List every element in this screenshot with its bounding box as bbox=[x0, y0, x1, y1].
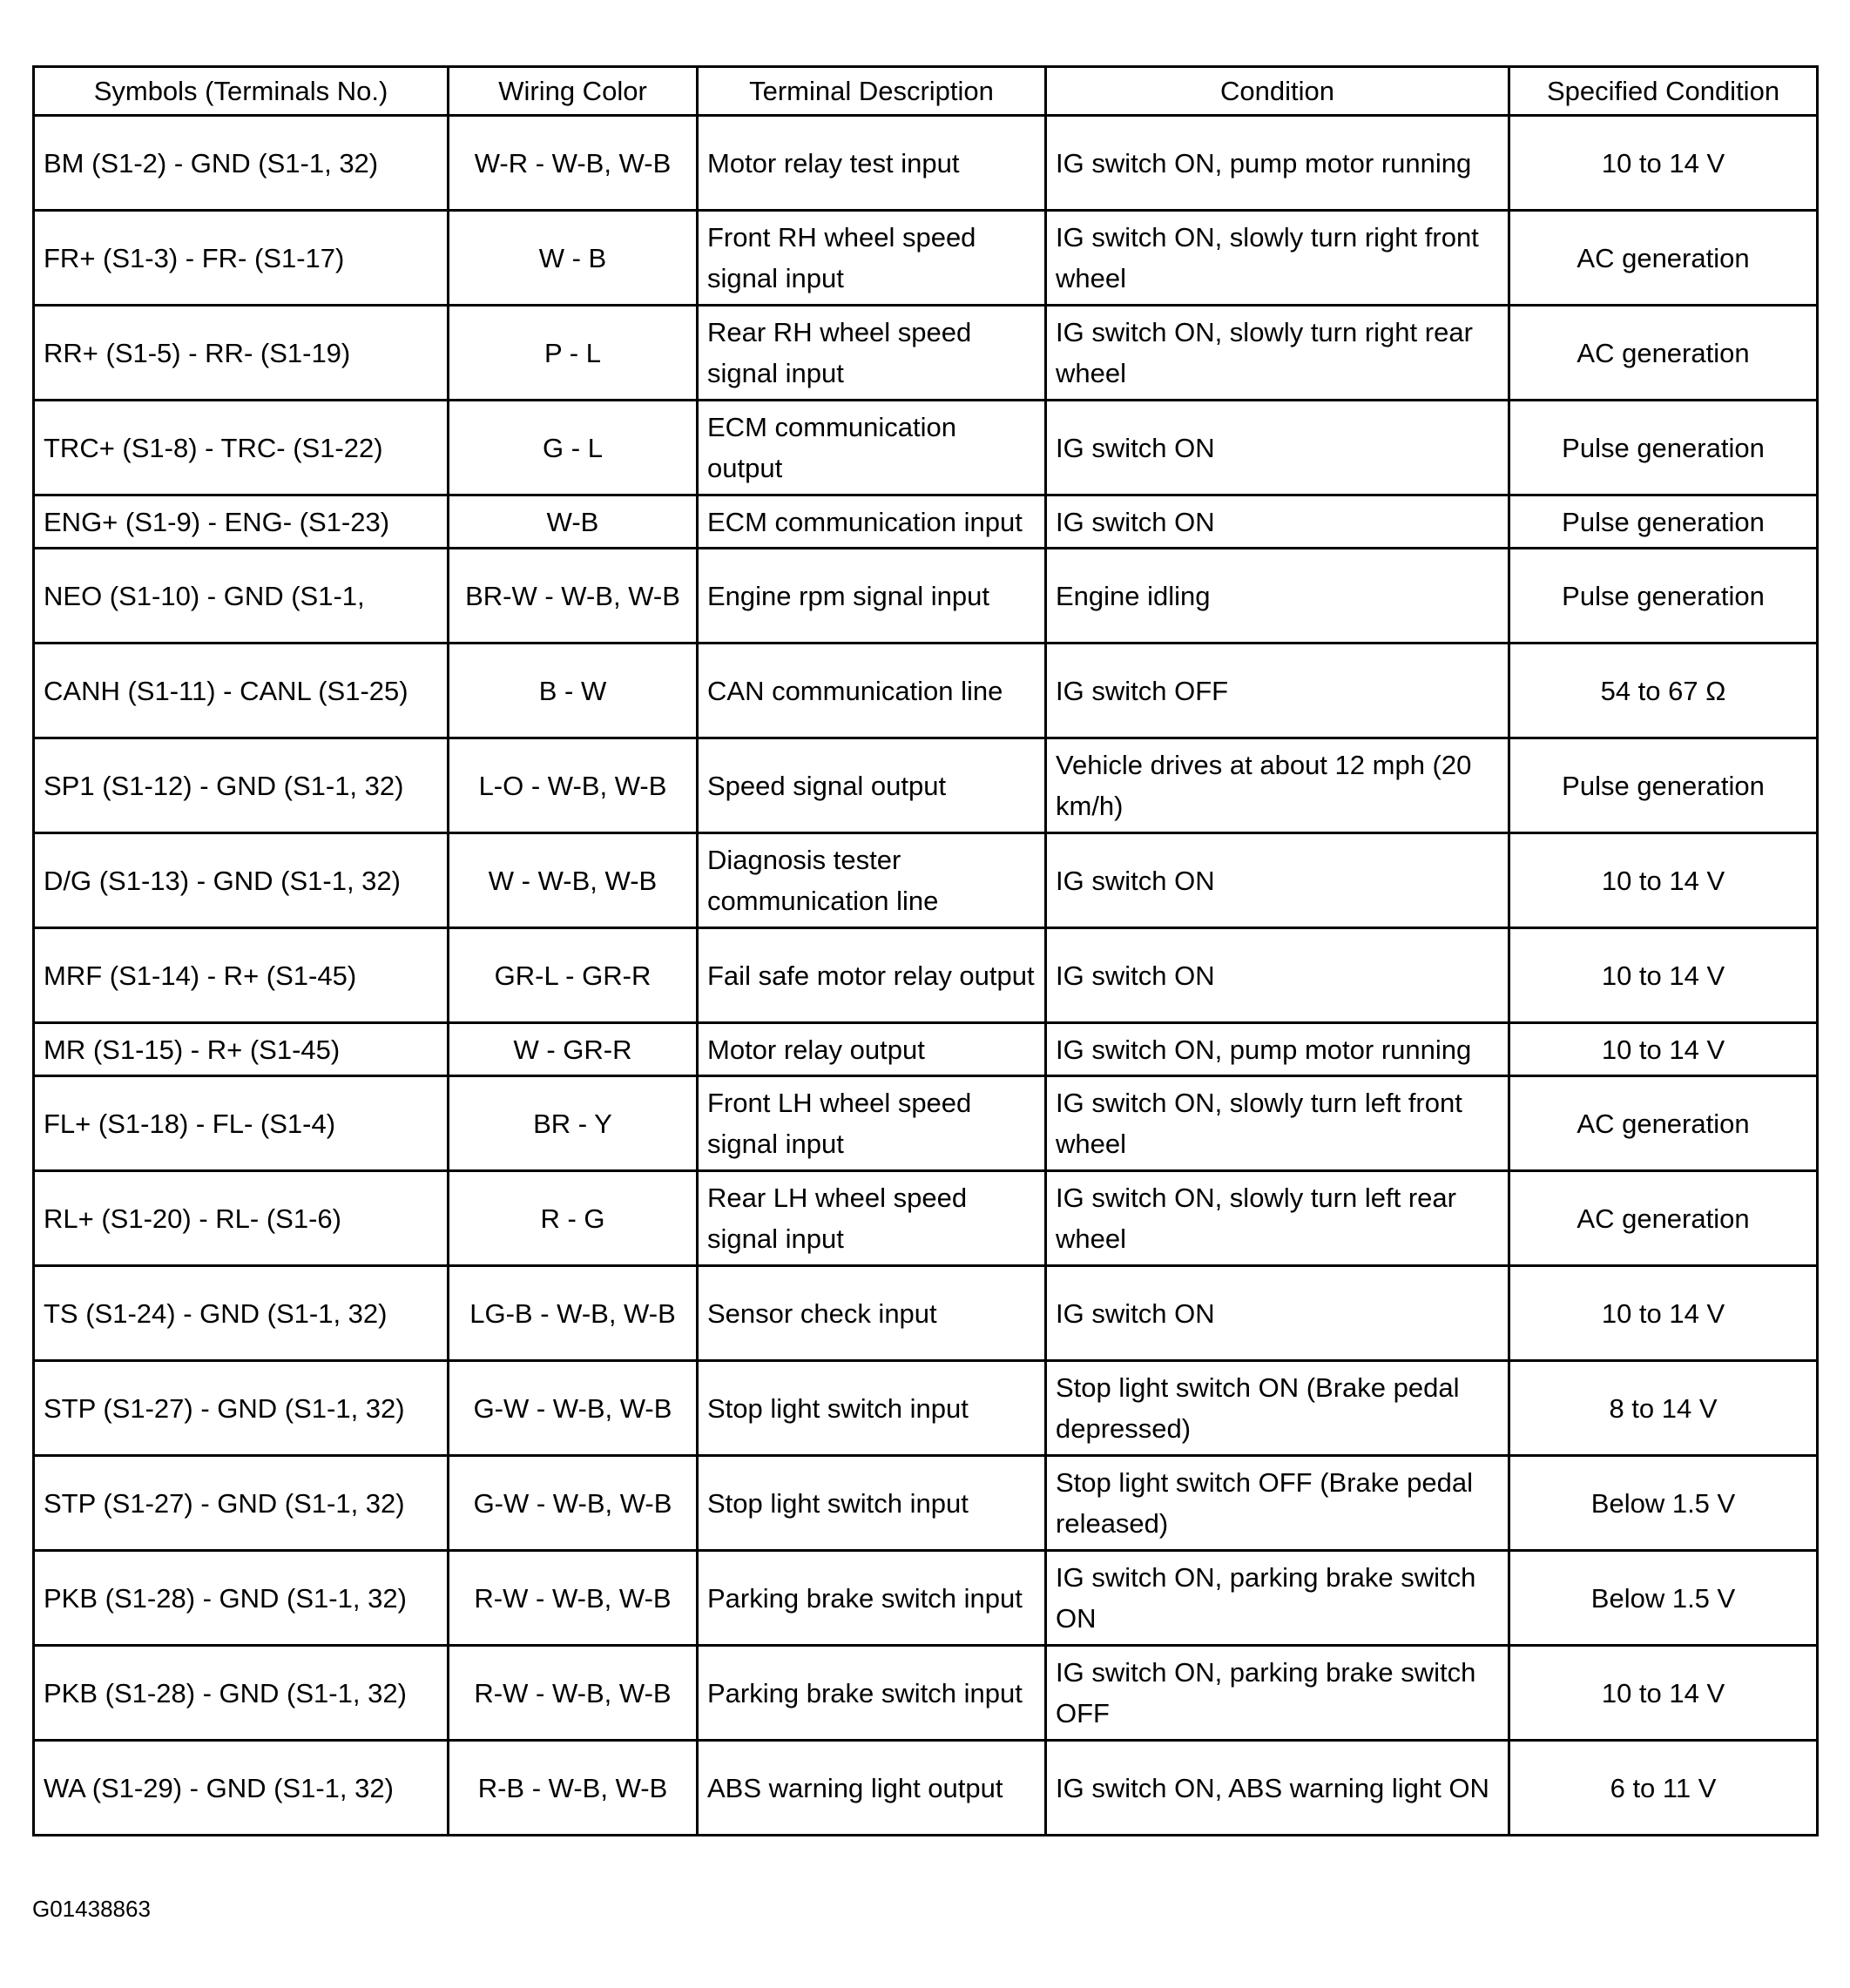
condition-cell: IG switch ON bbox=[1046, 833, 1509, 928]
wiring-color-cell: G - L bbox=[449, 401, 698, 495]
specified-cell: Pulse generation bbox=[1509, 549, 1818, 644]
specified-cell: Pulse generation bbox=[1509, 738, 1818, 833]
description-cell: CAN communication line bbox=[698, 644, 1046, 738]
wiring-color-cell: L-O - W-B, W-B bbox=[449, 738, 698, 833]
description-cell: Stop light switch input bbox=[698, 1456, 1046, 1551]
wiring-color-cell: W - GR-R bbox=[449, 1023, 698, 1076]
table-row bbox=[34, 1361, 1818, 1456]
description-cell: Parking brake switch input bbox=[698, 1551, 1046, 1646]
symbol-cell: PKB (S1-28) - GND (S1-1, 32) bbox=[34, 1551, 449, 1646]
terminal-table bbox=[32, 65, 1819, 1836]
condition-cell: IG switch ON, slowly turn right rear wheel bbox=[1046, 306, 1509, 401]
specified-cell: AC generation bbox=[1509, 1171, 1818, 1266]
wiring-color-cell: GR-L - GR-R bbox=[449, 928, 698, 1023]
table-row bbox=[34, 549, 1818, 644]
condition-cell: IG switch ON bbox=[1046, 928, 1509, 1023]
specified-cell: 10 to 14 V bbox=[1509, 1023, 1818, 1076]
figure-id: G01438863 bbox=[32, 1896, 151, 1922]
table-row bbox=[34, 1551, 1818, 1646]
condition-cell: IG switch ON, slowly turn right front wheel bbox=[1046, 211, 1509, 306]
description-cell: Fail safe motor relay output bbox=[698, 928, 1046, 1023]
specified-cell: 8 to 14 V bbox=[1509, 1361, 1818, 1456]
condition-cell: IG switch ON bbox=[1046, 1266, 1509, 1361]
specified-cell: 10 to 14 V bbox=[1509, 1266, 1818, 1361]
table-row bbox=[34, 1076, 1818, 1171]
specified-cell: 10 to 14 V bbox=[1509, 116, 1818, 211]
description-cell: Rear RH wheel speed signal input bbox=[698, 306, 1046, 401]
specified-cell: 54 to 67 Ω bbox=[1509, 644, 1818, 738]
wiring-color-cell: BR-W - W-B, W-B bbox=[449, 549, 698, 644]
description-cell: ECM communication output bbox=[698, 401, 1046, 495]
wiring-color-cell: LG-B - W-B, W-B bbox=[449, 1266, 698, 1361]
wiring-color-cell: BR - Y bbox=[449, 1076, 698, 1171]
description-cell: Parking brake switch input bbox=[698, 1646, 1046, 1741]
wiring-color-cell: W-R - W-B, W-B bbox=[449, 116, 698, 211]
description-cell: Front RH wheel speed signal input bbox=[698, 211, 1046, 306]
condition-cell: IG switch ON, parking brake switch ON bbox=[1046, 1551, 1509, 1646]
condition-cell: Vehicle drives at about 12 mph (20 km/h) bbox=[1046, 738, 1509, 833]
description-cell: Motor relay test input bbox=[698, 116, 1046, 211]
table-row bbox=[34, 1266, 1818, 1361]
wiring-color-cell: G-W - W-B, W-B bbox=[449, 1361, 698, 1456]
description-cell: Motor relay output bbox=[698, 1023, 1046, 1076]
table-row bbox=[34, 116, 1818, 211]
symbol-cell: FL+ (S1-18) - FL- (S1-4) bbox=[34, 1076, 449, 1171]
description-cell: Stop light switch input bbox=[698, 1361, 1046, 1456]
specified-cell: Below 1.5 V bbox=[1509, 1551, 1818, 1646]
specified-cell: Pulse generation bbox=[1509, 401, 1818, 495]
symbol-cell: PKB (S1-28) - GND (S1-1, 32) bbox=[34, 1646, 449, 1741]
table-row bbox=[34, 1741, 1818, 1836]
specified-cell: 10 to 14 V bbox=[1509, 928, 1818, 1023]
symbol-cell: TS (S1-24) - GND (S1-1, 32) bbox=[34, 1266, 449, 1361]
header-row bbox=[34, 67, 1818, 116]
symbol-cell: D/G (S1-13) - GND (S1-1, 32) bbox=[34, 833, 449, 928]
condition-cell: IG switch ON, slowly turn left front wheel bbox=[1046, 1076, 1509, 1171]
symbol-cell: ENG+ (S1-9) - ENG- (S1-23) bbox=[34, 495, 449, 549]
table-row bbox=[34, 833, 1818, 928]
wiring-color-cell: P - L bbox=[449, 306, 698, 401]
description-cell: Sensor check input bbox=[698, 1266, 1046, 1361]
description-cell: Engine rpm signal input bbox=[698, 549, 1046, 644]
table-row bbox=[34, 1171, 1818, 1266]
symbol-cell: FR+ (S1-3) - FR- (S1-17) bbox=[34, 211, 449, 306]
symbol-cell: CANH (S1-11) - CANL (S1-25) bbox=[34, 644, 449, 738]
header-wiring-color: Wiring Color bbox=[449, 67, 698, 116]
description-cell: Front LH wheel speed signal input bbox=[698, 1076, 1046, 1171]
condition-cell: IG switch ON, ABS warning light ON bbox=[1046, 1741, 1509, 1836]
symbol-cell: RR+ (S1-5) - RR- (S1-19) bbox=[34, 306, 449, 401]
table-row bbox=[34, 401, 1818, 495]
description-cell: Speed signal output bbox=[698, 738, 1046, 833]
table-row bbox=[34, 211, 1818, 306]
condition-cell: IG switch ON, pump motor running bbox=[1046, 116, 1509, 211]
wiring-color-cell: B - W bbox=[449, 644, 698, 738]
wiring-color-cell: G-W - W-B, W-B bbox=[449, 1456, 698, 1551]
condition-cell: Engine idling bbox=[1046, 549, 1509, 644]
wiring-color-cell: R-B - W-B, W-B bbox=[449, 1741, 698, 1836]
symbol-cell: WA (S1-29) - GND (S1-1, 32) bbox=[34, 1741, 449, 1836]
wiring-color-cell: W - B bbox=[449, 211, 698, 306]
header-condition: Condition bbox=[1046, 67, 1509, 116]
condition-cell: IG switch ON bbox=[1046, 495, 1509, 549]
condition-cell: Stop light switch OFF (Brake pedal released) bbox=[1046, 1456, 1509, 1551]
specified-cell: 10 to 14 V bbox=[1509, 833, 1818, 928]
specified-cell: AC generation bbox=[1509, 211, 1818, 306]
specified-cell: Below 1.5 V bbox=[1509, 1456, 1818, 1551]
condition-cell: IG switch ON, slowly turn left rear wheel bbox=[1046, 1171, 1509, 1266]
description-cell: Rear LH wheel speed signal input bbox=[698, 1171, 1046, 1266]
symbol-cell: SP1 (S1-12) - GND (S1-1, 32) bbox=[34, 738, 449, 833]
symbol-cell: STP (S1-27) - GND (S1-1, 32) bbox=[34, 1456, 449, 1551]
condition-cell: IG switch ON bbox=[1046, 401, 1509, 495]
header-terminal-description: Terminal Description bbox=[698, 67, 1046, 116]
description-cell: ABS warning light output bbox=[698, 1741, 1046, 1836]
condition-cell: IG switch OFF bbox=[1046, 644, 1509, 738]
specified-cell: AC generation bbox=[1509, 1076, 1818, 1171]
specified-cell: 6 to 11 V bbox=[1509, 1741, 1818, 1836]
symbol-cell: NEO (S1-10) - GND (S1-1, bbox=[34, 549, 449, 644]
description-cell: ECM communication input bbox=[698, 495, 1046, 549]
header-specified-condition: Specified Condition bbox=[1509, 67, 1818, 116]
symbol-cell: BM (S1-2) - GND (S1-1, 32) bbox=[34, 116, 449, 211]
condition-cell: IG switch ON, pump motor running bbox=[1046, 1023, 1509, 1076]
symbol-cell: MR (S1-15) - R+ (S1-45) bbox=[34, 1023, 449, 1076]
condition-cell: IG switch ON, parking brake switch OFF bbox=[1046, 1646, 1509, 1741]
symbol-cell: TRC+ (S1-8) - TRC- (S1-22) bbox=[34, 401, 449, 495]
symbol-cell: RL+ (S1-20) - RL- (S1-6) bbox=[34, 1171, 449, 1266]
wiring-color-cell: W - W-B, W-B bbox=[449, 833, 698, 928]
wiring-color-cell: R-W - W-B, W-B bbox=[449, 1551, 698, 1646]
description-cell: Diagnosis tester communication line bbox=[698, 833, 1046, 928]
table-row bbox=[34, 738, 1818, 833]
table-row bbox=[34, 495, 1818, 549]
wiring-color-cell: W-B bbox=[449, 495, 698, 549]
table-row bbox=[34, 644, 1818, 738]
symbol-cell: MRF (S1-14) - R+ (S1-45) bbox=[34, 928, 449, 1023]
condition-cell: Stop light switch ON (Brake pedal depressed) bbox=[1046, 1361, 1509, 1456]
specified-cell: 10 to 14 V bbox=[1509, 1646, 1818, 1741]
table-row bbox=[34, 1646, 1818, 1741]
specified-cell: AC generation bbox=[1509, 306, 1818, 401]
symbol-cell: STP (S1-27) - GND (S1-1, 32) bbox=[34, 1361, 449, 1456]
specified-cell: Pulse generation bbox=[1509, 495, 1818, 549]
header-symbols: Symbols (Terminals No.) bbox=[34, 67, 449, 116]
table-row bbox=[34, 1023, 1818, 1076]
wiring-color-cell: R-W - W-B, W-B bbox=[449, 1646, 698, 1741]
table-row bbox=[34, 1456, 1818, 1551]
table-row bbox=[34, 306, 1818, 401]
table-row bbox=[34, 928, 1818, 1023]
wiring-color-cell: R - G bbox=[449, 1171, 698, 1266]
